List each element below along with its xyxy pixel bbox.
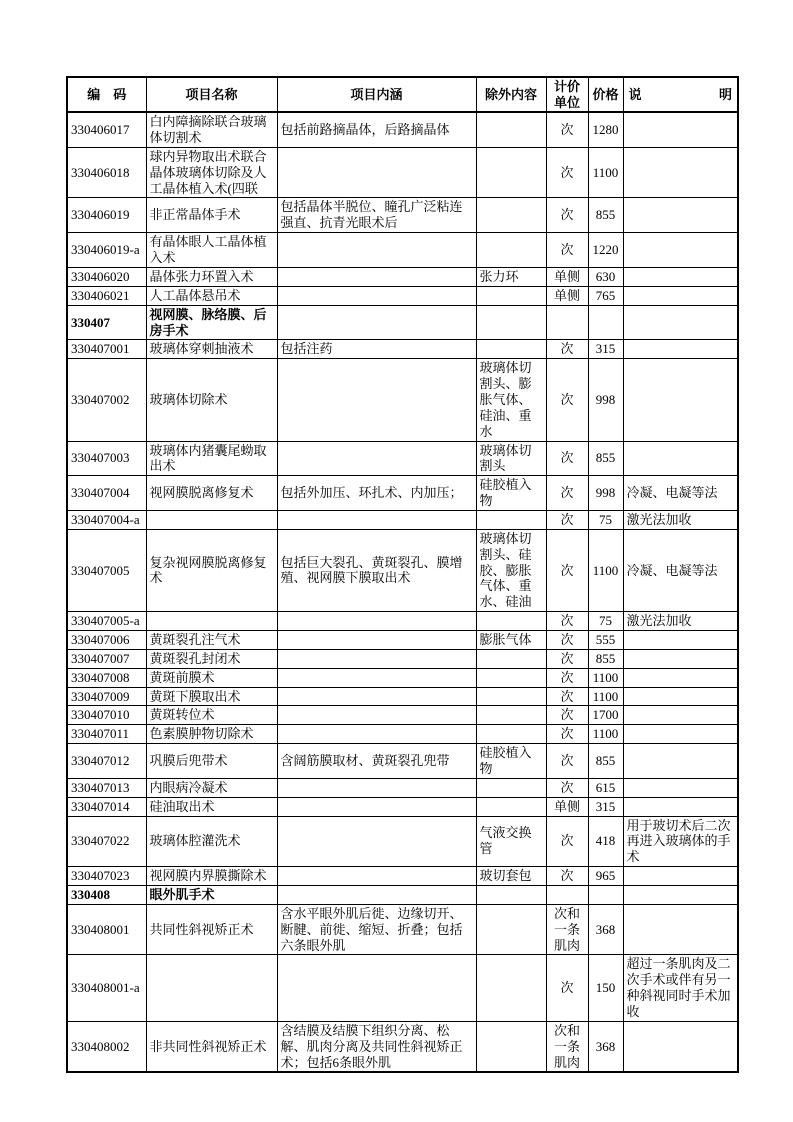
cell-content: 含水平眼外肌后徙、边缘切开、断腱、前徙、缩短、折叠；包括六条眼外肌 [277,904,476,955]
cell-note [623,904,738,955]
cell-excluded [476,706,546,725]
cell-price: 855 [588,198,623,233]
cell-content [277,797,476,816]
table-row [67,359,738,441]
cell-price: 855 [588,649,623,668]
cell-note: 激光法加收 [623,612,738,631]
cell-note [623,441,738,476]
cell-note: 用于玻切术后二次再进入玻璃体的手术 [623,816,738,867]
table-row [67,441,738,476]
cell-content [277,286,476,305]
cell-excluded: 玻璃体切割头、膨胀气体、硅油、重水 [476,359,546,441]
cell-note [623,725,738,744]
cell-code: 330407008 [67,668,146,687]
cell-content [277,687,476,706]
cell-unit: 次 [546,816,588,867]
cell-content [277,955,476,1021]
cell-unit: 次 [546,744,588,779]
cell-excluded [476,340,546,359]
cell-name: 黄斑前膜术 [146,668,277,687]
cell-name: 白内障摘除联合玻璃体切割术 [146,112,277,147]
table-header-row [67,77,738,112]
cell-note [623,744,738,779]
cell-price: 1700 [588,706,623,725]
table-row [67,668,738,687]
cell-price: 75 [588,612,623,631]
table-row [67,476,738,511]
cell-code: 330407003 [67,441,146,476]
cell-excluded [476,955,546,1021]
cell-note [623,305,738,340]
cell-excluded: 张力环 [476,267,546,286]
cell-excluded [476,725,546,744]
cell-note [623,286,738,305]
cell-name: 人工晶体悬吊术 [146,286,277,305]
cell-price: 315 [588,340,623,359]
cell-unit: 次 [546,510,588,529]
cell-note [623,797,738,816]
cell-price: 1100 [588,147,623,198]
cell-content: 含阔筋膜取材、黄斑裂孔兜带 [277,744,476,779]
cell-unit: 单侧 [546,797,588,816]
cell-note [623,359,738,441]
cell-code: 330407005 [67,529,146,611]
cell-name: 复杂视网膜脱离修复术 [146,529,277,611]
cell-content [277,441,476,476]
cell-unit: 次 [546,687,588,706]
cell-unit: 次 [546,359,588,441]
cell-excluded [476,797,546,816]
table-row [67,797,738,816]
cell-unit: 次 [546,955,588,1021]
cell-note [623,147,738,198]
cell-content [277,267,476,286]
cell-unit: 单侧 [546,286,588,305]
cell-name: 内眼病冷凝术 [146,778,277,797]
cell-content: 包括外加压、环扎术、内加压； [277,476,476,511]
cell-code: 330408002 [67,1021,146,1072]
cell-price: 1100 [588,529,623,611]
cell-code: 330407014 [67,797,146,816]
cell-name [146,955,277,1021]
cell-unit [546,886,588,905]
cell-unit: 次 [546,668,588,687]
table-row [67,529,738,611]
cell-name: 硅油取出术 [146,797,277,816]
cell-name: 非共同性斜视矫正术 [146,1021,277,1072]
table-row [67,867,738,886]
cell-name: 非正常晶体手术 [146,198,277,233]
cell-excluded [476,886,546,905]
table-row [67,816,738,867]
cell-name [146,510,277,529]
cell-excluded: 玻璃体切割头、硅胶、膨胀气体、重水、硅油 [476,529,546,611]
table-row [67,706,738,725]
cell-code: 330407013 [67,778,146,797]
cell-content [277,649,476,668]
table-row [67,340,738,359]
cell-note: 超过一条肌肉及二次手术或伴有另一种斜视同时手术加收 [623,955,738,1021]
cell-price: 368 [588,904,623,955]
cell-unit [546,305,588,340]
column-header-content: 项目内涵 [277,77,476,112]
cell-code: 330407005-a [67,612,146,631]
cell-note [623,867,738,886]
cell-content [277,668,476,687]
cell-content [277,305,476,340]
cell-code: 330407012 [67,744,146,779]
cell-price: 998 [588,476,623,511]
cell-price: 418 [588,816,623,867]
cell-price: 315 [588,797,623,816]
cell-price: 368 [588,1021,623,1072]
cell-unit: 次和一条肌肉 [546,904,588,955]
cell-content [277,706,476,725]
cell-code: 330407006 [67,630,146,649]
cell-code: 330407001 [67,340,146,359]
table-row [67,267,738,286]
cell-excluded [476,198,546,233]
cell-name: 有晶体眼人工晶体植入术 [146,233,277,268]
cell-content [277,630,476,649]
cell-code: 330407 [67,305,146,340]
cell-unit: 次 [546,147,588,198]
cell-name: 黄斑下膜取出术 [146,687,277,706]
cell-name: 色素膜肿物切除术 [146,725,277,744]
cell-content: 包括前路摘晶体，后路摘晶体 [277,112,476,147]
cell-note: 冷凝、电凝等法 [623,529,738,611]
cell-price: 855 [588,744,623,779]
cell-content [277,886,476,905]
cell-note [623,886,738,905]
cell-unit: 次 [546,529,588,611]
cell-content: 含结膜及结膜下组织分离、松解、肌肉分离及共同性斜视矫正术；包括6条眼外肌 [277,1021,476,1072]
cell-note [623,1021,738,1072]
cell-note [623,340,738,359]
cell-unit: 次 [546,649,588,668]
cell-note [623,267,738,286]
cell-note: 冷凝、电凝等法 [623,476,738,511]
cell-price: 855 [588,441,623,476]
cell-excluded: 膨胀气体 [476,630,546,649]
cell-name: 黄斑转位术 [146,706,277,725]
fee-schedule-table [66,76,739,1073]
table-row [67,725,738,744]
cell-unit: 次和一条肌肉 [546,1021,588,1072]
table-row [67,649,738,668]
cell-price: 1100 [588,668,623,687]
cell-price: 998 [588,359,623,441]
table-row [67,744,738,779]
cell-content: 包括巨大裂孔、黄斑裂孔、膜增殖、视网膜下膜取出术 [277,529,476,611]
cell-content [277,359,476,441]
cell-unit: 单侧 [546,267,588,286]
cell-unit: 次 [546,612,588,631]
cell-code: 330407002 [67,359,146,441]
cell-excluded: 玻璃体切割头 [476,441,546,476]
cell-code: 330406021 [67,286,146,305]
cell-note [623,668,738,687]
table-row [67,612,738,631]
cell-note [623,778,738,797]
cell-unit: 次 [546,476,588,511]
cell-excluded [476,668,546,687]
cell-content: 包括注药 [277,340,476,359]
cell-price: 555 [588,630,623,649]
cell-code: 330407004-a [67,510,146,529]
cell-content [277,778,476,797]
cell-price: 75 [588,510,623,529]
table-row [67,955,738,1021]
cell-name: 视网膜脱离修复术 [146,476,277,511]
cell-name: 视网膜、脉络膜、后房手术 [146,305,277,340]
cell-unit: 次 [546,233,588,268]
cell-code: 330408 [67,886,146,905]
cell-name: 眼外肌手术 [146,886,277,905]
cell-name: 玻璃体切除术 [146,359,277,441]
table-row [67,286,738,305]
column-header-price: 价格 [588,77,623,112]
cell-unit: 次 [546,778,588,797]
table-row [67,778,738,797]
cell-name [146,612,277,631]
cell-code: 330407009 [67,687,146,706]
cell-excluded [476,286,546,305]
cell-code: 330406019-a [67,233,146,268]
cell-name: 黄斑裂孔封闭术 [146,649,277,668]
cell-name: 晶体张力环置入术 [146,267,277,286]
cell-code: 330407007 [67,649,146,668]
cell-name: 球内异物取出术联合晶体玻璃体切除及人工晶体植入术(四联 [146,147,277,198]
cell-unit: 次 [546,112,588,147]
table-body [67,112,738,1072]
cell-unit: 次 [546,441,588,476]
cell-note [623,649,738,668]
table-row [67,630,738,649]
table-row [67,510,738,529]
cell-price: 1220 [588,233,623,268]
cell-name: 巩膜后兜带术 [146,744,277,779]
cell-content [277,816,476,867]
document-sheet [66,76,737,1073]
cell-excluded [476,112,546,147]
cell-excluded: 玻切套包 [476,867,546,886]
column-header-excluded: 除外内容 [476,77,546,112]
cell-note [623,630,738,649]
cell-price [588,886,623,905]
cell-note: 激光法加收 [623,510,738,529]
cell-note [623,706,738,725]
cell-code: 330407010 [67,706,146,725]
cell-price [588,305,623,340]
cell-note [623,233,738,268]
cell-excluded [476,612,546,631]
cell-code: 330407022 [67,816,146,867]
cell-price: 1100 [588,725,623,744]
cell-name: 玻璃体内猪囊尾蚴取出术 [146,441,277,476]
cell-excluded [476,649,546,668]
cell-code: 330407011 [67,725,146,744]
cell-unit: 次 [546,340,588,359]
cell-code: 330406020 [67,267,146,286]
cell-unit: 次 [546,630,588,649]
cell-unit: 次 [546,725,588,744]
cell-content [277,147,476,198]
cell-code: 330408001 [67,904,146,955]
table-row [67,147,738,198]
cell-unit: 次 [546,706,588,725]
cell-unit: 次 [546,867,588,886]
cell-unit: 次 [546,198,588,233]
column-header-unit: 计价单位 [546,77,588,112]
cell-code: 330406018 [67,147,146,198]
cell-excluded [476,904,546,955]
cell-price: 1100 [588,687,623,706]
cell-price: 965 [588,867,623,886]
table-row [67,904,738,955]
cell-excluded: 硅胶植入物 [476,476,546,511]
cell-excluded [476,687,546,706]
table-row [67,305,738,340]
cell-price: 765 [588,286,623,305]
table-row [67,112,738,147]
table-row [67,1021,738,1072]
cell-content [277,510,476,529]
cell-excluded: 气液交换管 [476,816,546,867]
cell-name: 玻璃体腔灌洗术 [146,816,277,867]
table-row [67,687,738,706]
cell-price: 615 [588,778,623,797]
cell-price: 150 [588,955,623,1021]
column-header-code: 编 码 [67,77,146,112]
cell-excluded [476,778,546,797]
cell-code: 330408001-a [67,955,146,1021]
cell-price: 1280 [588,112,623,147]
cell-excluded [476,147,546,198]
cell-content [277,725,476,744]
cell-name: 视网膜内界膜撕除术 [146,867,277,886]
column-header-note: 说明 [623,77,738,112]
column-header-name: 项目名称 [146,77,277,112]
cell-excluded [476,510,546,529]
cell-content [277,233,476,268]
cell-excluded [476,1021,546,1072]
cell-name: 玻璃体穿刺抽液术 [146,340,277,359]
cell-excluded [476,233,546,268]
cell-excluded: 硅胶植入物 [476,744,546,779]
table-row [67,886,738,905]
cell-code: 330407023 [67,867,146,886]
cell-note [623,687,738,706]
cell-content [277,612,476,631]
table-row [67,198,738,233]
cell-price: 630 [588,267,623,286]
cell-code: 330406017 [67,112,146,147]
cell-code: 330406019 [67,198,146,233]
cell-content: 包括晶体半脱位、瞳孔广泛粘连强直、抗青光眼术后 [277,198,476,233]
cell-note [623,198,738,233]
cell-name: 共同性斜视矫正术 [146,904,277,955]
cell-code: 330407004 [67,476,146,511]
table-row [67,233,738,268]
cell-content [277,867,476,886]
cell-excluded [476,305,546,340]
cell-note [623,112,738,147]
cell-name: 黄斑裂孔注气术 [146,630,277,649]
